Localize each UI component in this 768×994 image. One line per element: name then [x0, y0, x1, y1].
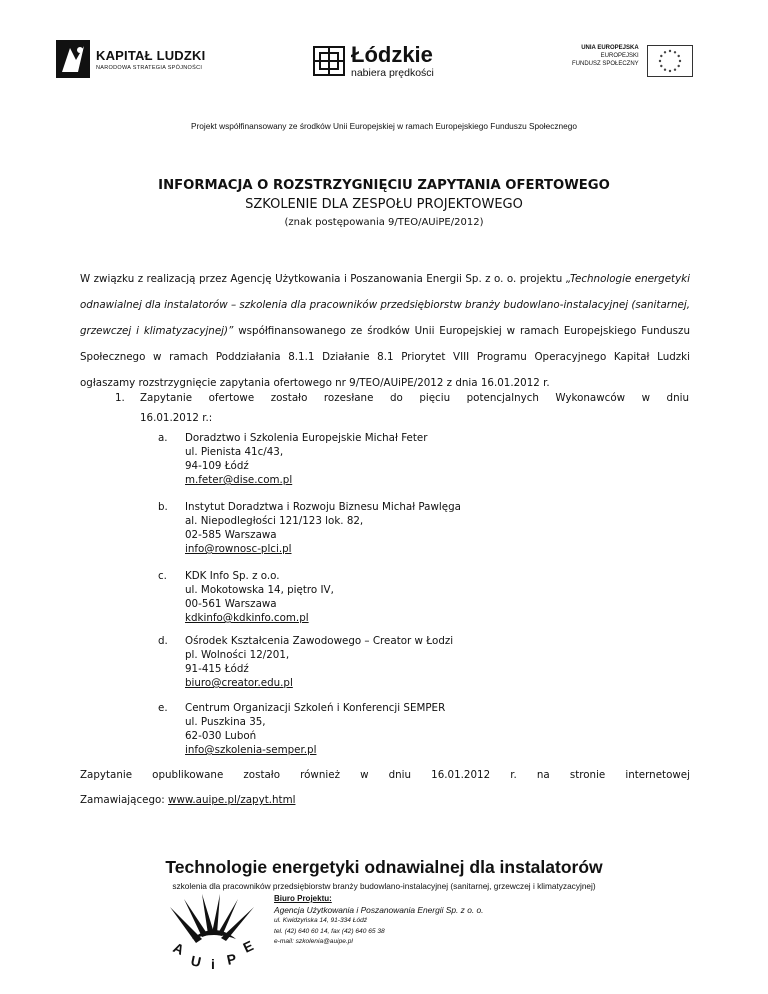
- closing-paragraph: [80, 763, 690, 813]
- contractor-entry: [158, 701, 445, 757]
- contractor-city: 91-415 Łódź: [185, 663, 249, 675]
- footer-title: Technologie energetyki odnawialnej dla instalatorów: [165, 857, 603, 877]
- cofinancing-note: Projekt współfinansowany ze środków Unii Europejskiej w ramach Europejskiego Funduszu Społecznego: [190, 121, 577, 131]
- list-text-line-2: 16.01.2012 r.:: [140, 412, 213, 424]
- contractor-street: ul. Puszkina 35,: [185, 716, 266, 728]
- auipe-logo: [162, 891, 266, 971]
- bureau-address: ul. Kwidzyńska 14, 91-334 Łódź: [274, 917, 368, 924]
- logo-letter-a: A: [170, 939, 187, 958]
- contractor-letter: c.: [158, 570, 167, 582]
- logo-letter-u: U: [189, 952, 203, 971]
- contractor-city: 94-109 Łódź: [185, 460, 249, 472]
- contractor-name: KDK Info Sp. z o.o.: [185, 570, 280, 582]
- logo-letter-i: i: [211, 956, 215, 971]
- eu-line-3: FUNDUSZ SPOŁECZNY: [572, 61, 639, 67]
- logo-letter-e: E: [240, 937, 256, 956]
- contractor-letter: a.: [158, 432, 168, 444]
- contractor-email-link[interactable]: info@szkolenia-semper.pl: [185, 744, 317, 756]
- bureau-phone: tel. (42) 640 60 14, fax (42) 640 65 38: [274, 927, 385, 935]
- contractor-street: pl. Wolności 12/201,: [185, 649, 290, 661]
- list-item: [115, 388, 689, 428]
- kapital-ludzki-emblem-icon: [56, 40, 90, 78]
- contractor-letter: d.: [158, 635, 168, 647]
- contractor-entry: [158, 569, 334, 625]
- kapital-ludzki-title: KAPITAŁ LUDZKI: [96, 47, 206, 63]
- kapital-ludzki-logo: [56, 40, 205, 78]
- contractor-name: Centrum Organizacji Szkoleń i Konferencji SEMPER: [185, 702, 446, 714]
- intro-text-1: W związku z realizacją przez Agencję Użytkowania i Poszanowania Energii Sp. z o. o. projektu: [80, 273, 566, 285]
- document-title: INFORMACJA O ROZSTRZYGNIĘCIU ZAPYTANIA OFERTOWEGO: [158, 178, 610, 193]
- lodzkie-emblem-icon: [313, 46, 345, 76]
- eu-logo: [572, 44, 693, 77]
- document-subtitle: SZKOLENIE DLA ZESPOŁU PROJEKTOWEGO: [245, 197, 523, 212]
- bureau-name: Agencja Użytkowania i Poszanowania Energii Sp. z o. o.: [274, 904, 484, 915]
- contractor-entry: [158, 634, 453, 690]
- lodzkie-subtitle: nabiera prędkości: [351, 67, 434, 79]
- contractor-letter: e.: [158, 702, 168, 714]
- contractor-street: ul. Mokotowska 14, piętro IV,: [185, 584, 334, 596]
- closing-line-1: Zapytanie opublikowane zostało również w dniu 16.01.2012 r. na stronie internetowej: [80, 769, 690, 781]
- intro-text-2: współfinansowanego ze środków Unii Europejskiej w ramach Europejskiego Funduszu Społecznego w ramach Poddziałania 8.1.1 Działanie 8.1 Priorytet VIII Programu Operacyjnego Kapitał Ludzki ogłaszamy rozstrzygnięcie zapytania ofertowego nr 9/TEO/AUiPE/2012 z dnia 16.01.2012 r.: [80, 325, 690, 389]
- eu-flag-icon: [647, 45, 693, 77]
- contractor-name: Ośrodek Kształcenia Zawodowego – Creator w Łodzi: [185, 635, 454, 647]
- bureau-email[interactable]: e-mail: szkolenia@auipe.pl: [274, 938, 353, 945]
- publication-link[interactable]: www.auipe.pl/zapyt.html: [168, 794, 296, 806]
- contractor-street: ul. Pienista 41c/43,: [185, 446, 284, 458]
- kapital-ludzki-subtitle: NARODOWA STRATEGIA SPÓJNOŚCI: [96, 64, 203, 71]
- eu-line-2: EUROPEJSKI: [600, 53, 639, 59]
- contractor-email-link[interactable]: biuro@creator.edu.pl: [185, 677, 293, 689]
- contractor-email-link[interactable]: kdkinfo@kdkinfo.com.pl: [185, 612, 309, 624]
- eu-line-1: UNIA EUROPEJSKA: [581, 45, 639, 51]
- intro-paragraph: [80, 266, 690, 396]
- logo-letter-p: P: [225, 950, 238, 968]
- footer-subtitle: szkolenia dla pracowników przedsiębiorstw branży budowlano-instalacyjnej (sanitarnej, grzewczej i klimatyzacyjnej): [172, 881, 596, 891]
- auipe-rays-icon: [170, 894, 254, 943]
- contractor-street: al. Niepodległości 121/123 lok. 82,: [185, 515, 364, 527]
- project-name: „Technologie energetyki odnawialnej dla instalatorów – szkolenia dla pracowników przedsiębiorstw branży budowlano-instalacyjnej (sanitarnej, grzewczej i klimatyzacyjnej)”: [80, 273, 690, 337]
- contractor-entry: [158, 431, 428, 487]
- contractor-email-link[interactable]: info@rownosc-plci.pl: [185, 543, 292, 555]
- lodzkie-logo: [313, 44, 434, 79]
- contractor-letter: b.: [158, 501, 168, 513]
- contractor-city: 02-585 Warszawa: [185, 529, 277, 541]
- list-text-line-1: Zapytanie ofertowe zostało rozesłane do pięciu potencjalnych Wykonawców w dniu: [140, 392, 689, 404]
- bureau-heading: Biuro Projektu:: [274, 894, 332, 903]
- contractor-entry: [158, 500, 461, 556]
- reference-number: (znak postępowania 9/TEO/AUiPE/2012): [284, 217, 484, 228]
- project-office: [274, 893, 484, 948]
- lodzkie-title: Łódzkie: [351, 42, 433, 67]
- contractor-name: Doradztwo i Szkolenia Europejskie Michał Feter: [185, 432, 428, 444]
- contractor-email-link[interactable]: m.feter@dise.com.pl: [185, 474, 293, 486]
- contractor-city: 62-030 Luboń: [185, 730, 257, 742]
- contractor-name: Instytut Doradztwa i Rozwoju Biznesu Michał Pawlęga: [185, 501, 461, 513]
- list-number: 1.: [115, 392, 125, 404]
- contractor-city: 00-561 Warszawa: [185, 598, 277, 610]
- closing-line-2: Zamawiającego:: [80, 794, 169, 806]
